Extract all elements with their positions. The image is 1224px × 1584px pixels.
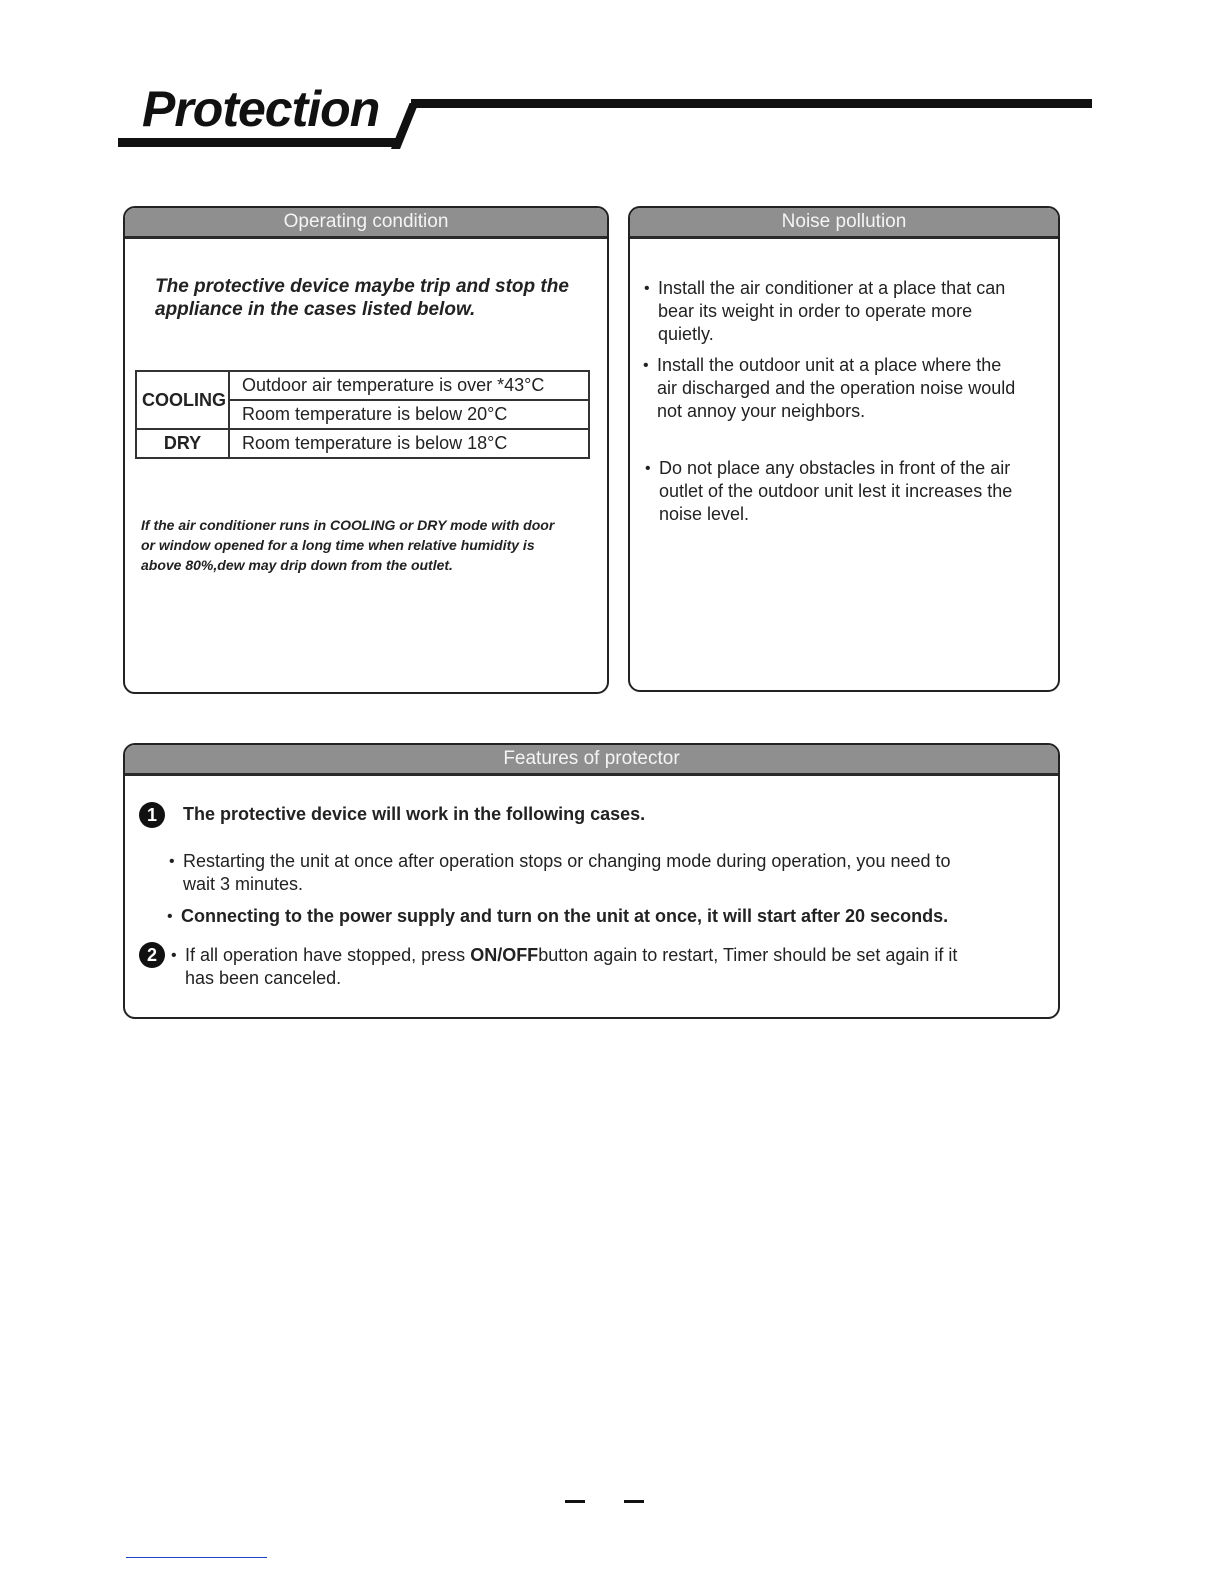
noise-item-text: Install the air conditioner at a place that can bear its weight in order to operate more quietly. bbox=[658, 278, 1006, 344]
title-slash bbox=[391, 103, 419, 149]
condition-cell: Room temperature is below 20°C bbox=[229, 400, 589, 429]
features-header: Features of protector bbox=[125, 745, 1058, 776]
features-bullet-text: Connecting to the power supply and turn on the unit at once, it will start after 20 seconds. bbox=[181, 906, 949, 926]
noise-item-text: Do not place any obstacles in front of the air outlet of the outdoor unit lest it increases the noise level. bbox=[659, 458, 1013, 524]
noise-pollution-panel bbox=[628, 206, 1060, 692]
features-of-protector-panel bbox=[123, 743, 1060, 1019]
bullet-icon: • bbox=[169, 853, 175, 870]
list-item bbox=[169, 850, 983, 896]
table-row bbox=[136, 429, 589, 458]
bullet-icon: • bbox=[644, 280, 650, 297]
operating-condition-panel bbox=[123, 206, 609, 694]
condition-cell: Outdoor air temperature is over *43°C bbox=[229, 371, 589, 400]
table-row bbox=[136, 371, 589, 400]
features-item1-heading: The protective device will work in the following cases. bbox=[183, 804, 646, 824]
features-bullet-text: Restarting the unit at once after operation stops or changing mode during operation, you need to wait 3 minutes. bbox=[183, 851, 951, 894]
on-off-button-label: ON/OFF bbox=[470, 945, 539, 965]
list-item bbox=[167, 905, 981, 928]
number-two-icon: 2 bbox=[139, 942, 165, 968]
operating-condition-header: Operating condition bbox=[125, 208, 607, 239]
features-item2-text: If all operation have stopped, press bbox=[185, 945, 471, 965]
bullet-icon: • bbox=[643, 357, 649, 374]
mode-cell: DRY bbox=[136, 429, 229, 458]
footer-link-underline bbox=[126, 1557, 267, 1558]
features-item2-text: button again to restart, Timer should be set again if it has been canceled. bbox=[185, 945, 958, 988]
bullet-icon: • bbox=[645, 460, 651, 477]
noise-item-text: Install the outdoor unit at a place where the air discharged and the operation noise would not annoy your neighbors. bbox=[657, 355, 1016, 421]
mode-cell: COOLING bbox=[136, 371, 229, 429]
title-underline bbox=[118, 138, 400, 147]
noise-pollution-header: Noise pollution bbox=[630, 208, 1058, 239]
page-number-dash bbox=[624, 1500, 644, 1503]
page-number-dash bbox=[565, 1500, 585, 1503]
operating-note: If the air conditioner runs in COOLING or DRY mode with door or window opened for a long time when relative humidity is above 80%,dew may drip down from the outlet. bbox=[141, 517, 555, 573]
operating-conditions-table bbox=[135, 370, 590, 459]
bullet-icon: • bbox=[167, 908, 173, 925]
bullet-icon: • bbox=[171, 947, 177, 964]
list-item bbox=[643, 354, 1022, 423]
condition-cell: Room temperature is below 18°C bbox=[229, 429, 589, 458]
page-title: Protection bbox=[142, 81, 380, 137]
number-one-icon: 1 bbox=[139, 802, 165, 828]
list-item bbox=[645, 457, 1034, 526]
list-item bbox=[171, 944, 985, 990]
title-rule bbox=[411, 99, 1092, 108]
list-item bbox=[644, 277, 1008, 346]
operating-intro: The protective device maybe trip and stop the appliance in the cases listed below. bbox=[155, 276, 569, 320]
